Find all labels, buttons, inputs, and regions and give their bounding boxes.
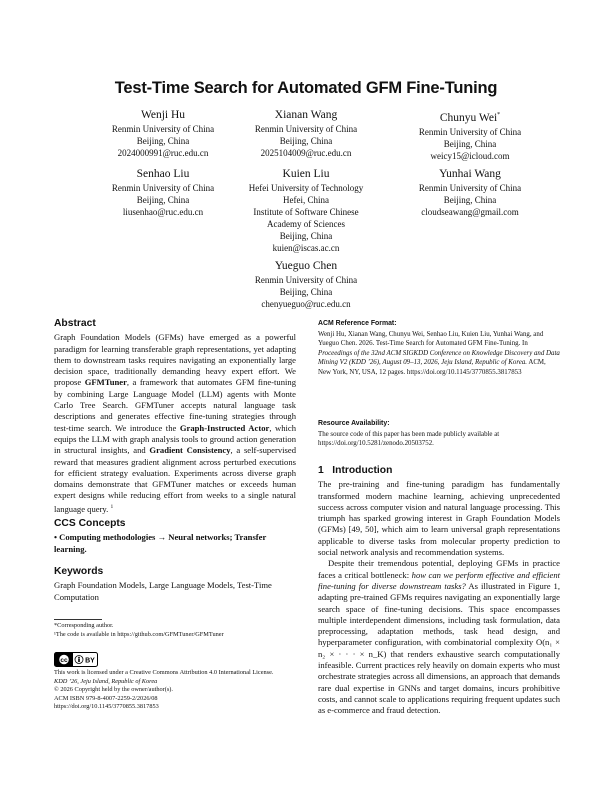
author-name: Yunhai Wang xyxy=(439,168,501,180)
license-line: This work is licensed under a Creative Commons Attribution 4.0 International License. xyxy=(54,669,274,676)
author-location: Beijing, China xyxy=(443,195,497,205)
author-location: Beijing, China xyxy=(443,138,497,149)
author-location: Beijing, China xyxy=(136,195,190,205)
footnote: *Corresponding author. xyxy=(54,622,114,629)
keywords-section xyxy=(54,566,296,603)
abstract-section xyxy=(54,318,296,515)
license-block xyxy=(54,669,304,712)
author-name: Wenji Hu xyxy=(140,109,186,121)
author-name: Xianan Wang xyxy=(274,109,338,121)
keywords-heading: Keywords xyxy=(54,566,104,577)
author-block xyxy=(370,108,570,162)
cc-badge-right: BY xyxy=(85,657,95,665)
abstract-text: Graph Foundation Models (GFMs) have emerged as a powerful paradigm for learning transferable graph representations, yet adapting them to downstream tasks requires navigating an exponentially large decision space, traditionally demanding heavy expert effort. We propose GFMTuner, a framework that automates GFM fine-tuning by combining Large Language Model (LLM) agents with Monte Carlo Tree Search. GFMTuner accepts natural language task descriptions and generates effective fine-tuning strategies through test-time search. We introduce the Graph-Instructed Actor, which equips the LLM with graph analysis tools to ground action generation in structural insights, and Gradient Consistency, a self-supervised reward that measures gradient alignment across perturbed executions for efficient strategy evaluation. Experiments across diverse graph domains demonstrate that GFMTuner matches or exceeds human expert designs while reducing effort from weeks to a single natural language query. $^1$ xyxy=(54,332,297,514)
introduction-section xyxy=(318,465,560,717)
author-email: 2024000991@ruc.edu.cn xyxy=(117,148,209,158)
author-location: Beijing, China xyxy=(136,136,190,146)
keywords-text: Graph Foundation Models, Large Language Models, Test-Time Computation xyxy=(54,580,272,602)
ccs-section xyxy=(54,518,296,555)
author-location: Beijing, China xyxy=(279,231,333,241)
intro-paragraph: The pre-training and fine-tuning paradigm has fundamentally transformed modern machine learning, achieving unprecedented success across computer vision and natural language processing. This triumph has sparked growing interest in Graph Foundation Models (GFMs) [49, 50], which aim to learn universal graph representations applicable to diverse tasks from molecular property prediction to social network analysis and recommendation systems. xyxy=(318,479,560,558)
author-email: kuien@iscas.ac.cn xyxy=(272,243,340,253)
author-location: Beijing, China xyxy=(279,287,333,297)
creative-commons-icon xyxy=(54,652,98,667)
author-name: Yueguo Chen xyxy=(274,260,338,272)
availability-heading: Resource Availability: xyxy=(318,420,390,427)
author-affiliation: Renmin University of China xyxy=(254,275,358,285)
acm-reference-heading: ACM Reference Format: xyxy=(318,320,397,327)
ccs-text: • Computing methodologies → Neural networks; Transfer learning. xyxy=(54,532,267,554)
footnote-divider xyxy=(54,619,102,620)
resource-availability xyxy=(318,419,560,449)
author-affiliation: Renmin University of China xyxy=(111,183,215,193)
author-affiliation: Academy of Sciences xyxy=(267,219,345,229)
footnote: ¹The code is available in https://github.com/GFMTuner/GFMTuner xyxy=(54,630,224,638)
author-affiliation: Institute of Software Chinese xyxy=(253,207,359,217)
author-affiliation: Renmin University of China xyxy=(254,124,358,134)
license-copyright: © 2026 Copyright held by the owner/author(s). xyxy=(54,686,173,694)
author-email: 2025104009@ruc.edu.cn xyxy=(260,148,352,158)
author-email: cloudseawang@gmail.com xyxy=(421,207,519,217)
availability-text: The source code of this paper has been made publicly available at https://doi.org/10.5281/zenodo.20503752. xyxy=(318,430,500,448)
intro-paragraph: Despite their tremendous potential, deploying GFMs in practice faces a critical bottleneck: how can we perform effective and efficient fine-tuning for diverse downstream tasks? As illustrated in Figure 1, adapting pre-trained GFMs requires navigating an exponentially large search space of fine-tuning decisions. This space encompasses multiple interdependent dimensions, including task formulation, data preprocessing, adaptation methods, task head design, and hyperparameter configuration, with combinatorial complexity O(n₁ × n₂ × · · · × n_K) that renders exhaustive search computationally infeasible. Current practices rely heavily on domain experts who must orchestrate strategies across all dimensions, an approach that demands rare dual expertise in GNNs and target domains, incurs prohibitive costs, and cannot scale to applications requiring frequent updates such as e-commerce and fraud detection. xyxy=(318,558,560,716)
author-block xyxy=(206,259,406,310)
author-name: Kuien Liu xyxy=(282,168,330,180)
author-email: weicy15@icloud.com xyxy=(430,150,510,161)
acm-reference-text: Wenji Hu, Xianan Wang, Chunyu Wei, Senhao Liu, Kuien Liu, Yunhai Wang, and Yueguo Chen. 2026. Test-Time Search for Automated GFM Fine-Tuning. In Proceedings of the 32nd ACM SIGKDD Conference on Knowledge Discovery and Data Mining V2 (KDD ’26), August 09–13, 2026, Jeju Island, Republic of Korea. ACM, New York, NY, USA, 12 pages. https://doi.org/10.1145/3770855.3817853 xyxy=(318,330,560,376)
author-location: Beijing, China xyxy=(279,136,333,146)
license-isbn: ACM ISBN 979-8-4007-2259-2/2026/08 xyxy=(54,694,158,702)
abstract-heading: Abstract xyxy=(54,318,96,329)
author-email: liusenhao@ruc.edu.cn xyxy=(122,207,204,217)
author-name: Senhao Liu xyxy=(136,168,190,180)
license-venue: KDD ’26, Jeju Island, Republic of Korea xyxy=(54,677,158,685)
introduction-heading: 1 Introduction xyxy=(318,465,393,476)
author-block xyxy=(370,167,570,218)
acm-reference xyxy=(318,319,560,378)
author-affiliation: Renmin University of China xyxy=(111,124,215,134)
ccs-heading: CCS Concepts xyxy=(54,518,126,529)
footnotes xyxy=(54,622,296,639)
author-location: Hefei, China xyxy=(283,195,329,205)
author-affiliation: Hefei University of Technology xyxy=(248,183,364,193)
paper-title: Test-Time Search for Automated GFM Fine-Tuning xyxy=(114,79,498,97)
author-email: chenyueguo@ruc.edu.cn xyxy=(261,299,351,309)
author-affiliation: Renmin University of China xyxy=(418,183,522,193)
author-name: Chunyu Wei* xyxy=(439,111,501,124)
license-doi: https://doi.org/10.1145/3770855.3817853 xyxy=(54,703,159,711)
author-affiliation: Renmin University of China xyxy=(418,126,522,137)
cc-badge-left: cc xyxy=(60,657,68,664)
